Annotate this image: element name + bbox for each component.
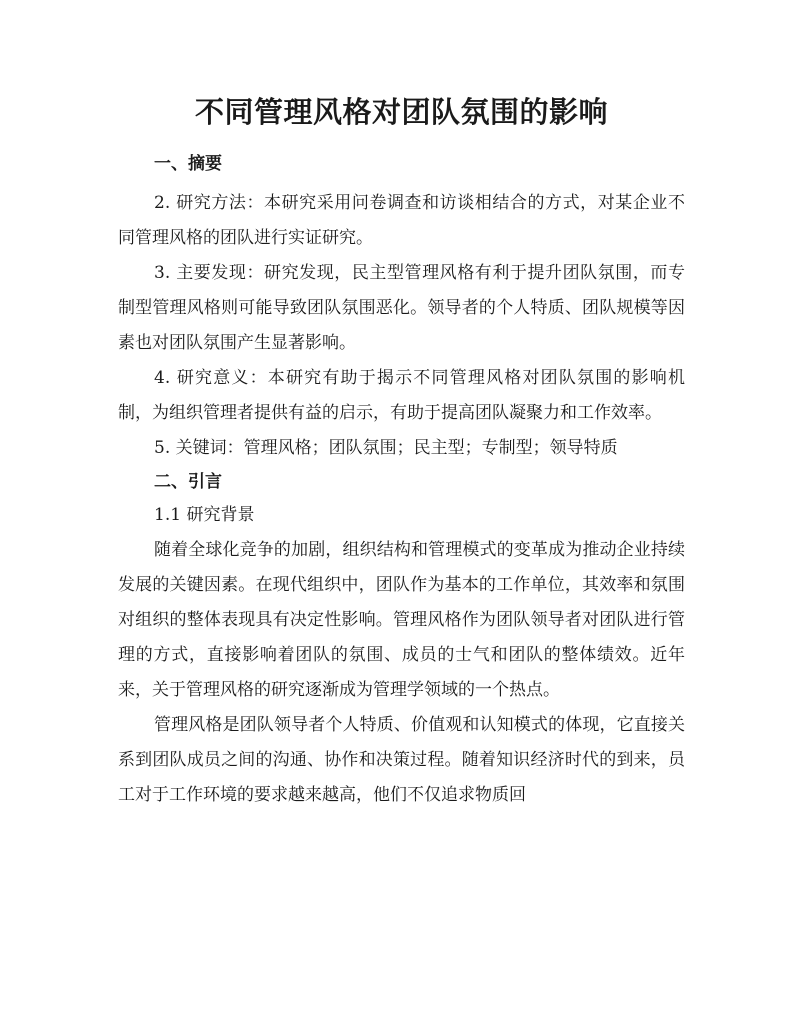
research-method-paragraph: 2. 研究方法：本研究采用问卷调查和访谈相结合的方式，对某企业不同管理风格的团队进行实证研究。	[118, 193, 685, 248]
abstract-heading: 一、摘要	[154, 154, 222, 174]
document-title: 不同管理风格对团队氛围的影响	[194, 95, 608, 129]
research-significance-paragraph: 4. 研究意义：本研究有助于揭示不同管理风格对团队氛围的影响机制，为组织管理者提供有益的启示，有助于提高团队凝聚力和工作效率。	[118, 368, 685, 423]
main-findings-paragraph: 3. 主要发现：研究发现，民主型管理风格有利于提升团队氛围，而专制型管理风格则可能导致团队氛围恶化。领导者的个人特质、团队规模等因素也对团队氛围产生显著影响。	[118, 263, 685, 353]
background-subheading: 1.1 研究背景	[154, 505, 255, 525]
introduction-heading: 二、引言	[154, 472, 222, 492]
background-paragraph-1: 随着全球化竞争的加剧，组织结构和管理模式的变革成为推动企业持续发展的关键因素。在现代组织中，团队作为基本的工作单位，其效率和氛围对组织的整体表现具有决定性影响。管理风格作为团队领导者对团队进行管理的方式，直接影响着团队的氛围、成员的士气和团队的整体绩效。近年来，关于管理风格的研究逐渐成为管理学领域的一个热点。	[118, 540, 685, 700]
background-paragraph-2: 管理风格是团队领导者个人特质、价值观和认知模式的体现，它直接关系到团队成员之间的沟通、协作和决策过程。随着知识经济时代的到来，员工对于工作环境的要求越来越高，他们不仅追求物质回	[118, 715, 685, 805]
keywords-paragraph: 5. 关键词：管理风格；团队氛围；民主型；专制型；领导特质	[154, 438, 618, 458]
